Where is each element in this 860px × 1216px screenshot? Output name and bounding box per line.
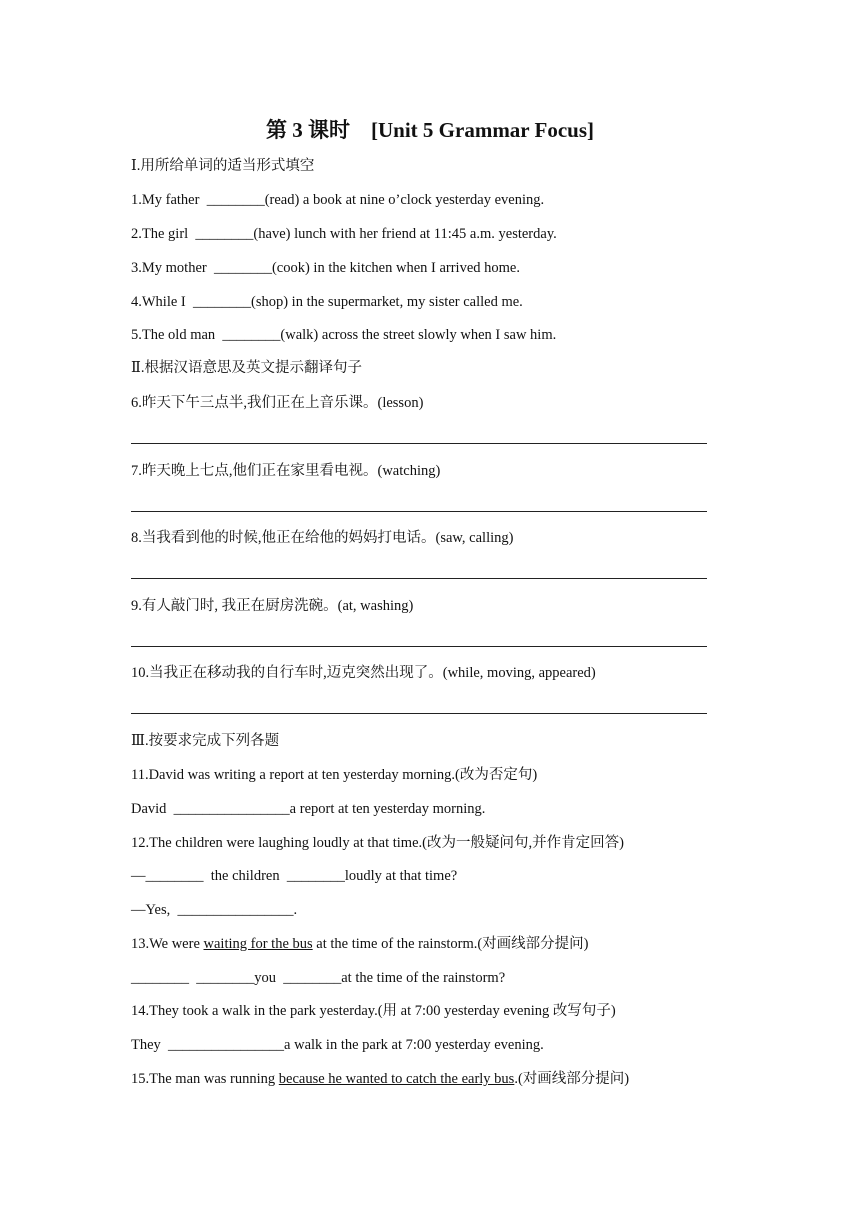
question-12-answer-b: —Yes, ________________.: [131, 902, 298, 918]
question-12: 12.The children were laughing loudly at that time.(改为一般疑问句,并作肯定回答): [131, 835, 624, 851]
question-7: 7.昨天晚上七点,他们正在家里看电视。(watching): [131, 463, 441, 479]
question-13-underlined: waiting for the bus: [203, 936, 313, 952]
answer-line-8: [131, 578, 707, 579]
question-13-text-pre: 13.We were: [131, 936, 204, 952]
answer-line-7: [131, 511, 707, 512]
answer-line-10: [131, 713, 707, 714]
question-4: 4.While I ________(shop) in the supermarket, my sister called me.: [131, 294, 523, 310]
question-15-text-pre: 15.The man was running: [131, 1071, 279, 1087]
page-title: 第 3 课时 [Unit 5 Grammar Focus]: [266, 118, 594, 142]
question-10: 10.当我正在移动我的自行车时,迈克突然出现了。(while, moving, appeared): [131, 665, 596, 681]
question-1: 1.My father ________(read) a book at nine o’clock yesterday evening.: [131, 192, 545, 208]
question-5: 5.The old man ________(walk) across the street slowly when I saw him.: [131, 327, 557, 343]
section-3-heading: Ⅲ.按要求完成下列各题: [131, 733, 280, 749]
question-6: 6.昨天下午三点半,我们正在上音乐课。(lesson): [131, 395, 424, 411]
section-1-heading: Ⅰ.用所给单词的适当形式填空: [131, 158, 315, 174]
question-13-answer: ________ ________you ________at the time of the rainstorm?: [131, 970, 506, 986]
question-11-answer: David ________________a report at ten yesterday morning.: [131, 801, 486, 817]
question-9: 9.有人敲门时, 我正在厨房洗碗。(at, washing): [131, 598, 414, 614]
question-14-answer: They ________________a walk in the park at 7:00 yesterday evening.: [131, 1037, 544, 1053]
question-15-underlined: because he wanted to catch the early bus: [278, 1071, 515, 1087]
question-13: [131, 935, 589, 953]
question-8: 8.当我看到他的时候,他正在给他的妈妈打电话。(saw, calling): [131, 530, 514, 546]
question-15-text-post: .(对画线部分提问): [514, 1071, 630, 1087]
question-12-answer-a: —________ the children ________loudly at that time?: [131, 868, 458, 884]
section-2-heading: Ⅱ.根据汉语意思及英文提示翻译句子: [131, 360, 362, 376]
answer-line-9: [131, 646, 707, 647]
question-13-text-post: at the time of the rainstorm.(对画线部分提问): [312, 936, 589, 952]
question-11: 11.David was writing a report at ten yesterday morning.(改为否定句): [131, 767, 538, 783]
question-3: 3.My mother ________(cook) in the kitchen when I arrived home.: [131, 260, 520, 276]
answer-line-6: [131, 443, 707, 444]
question-14: 14.They took a walk in the park yesterday.(用 at 7:00 yesterday evening 改写句子): [131, 1003, 616, 1019]
question-2: 2.The girl ________(have) lunch with her friend at 11:45 a.m. yesterday.: [131, 226, 557, 242]
question-15: [131, 1070, 629, 1088]
